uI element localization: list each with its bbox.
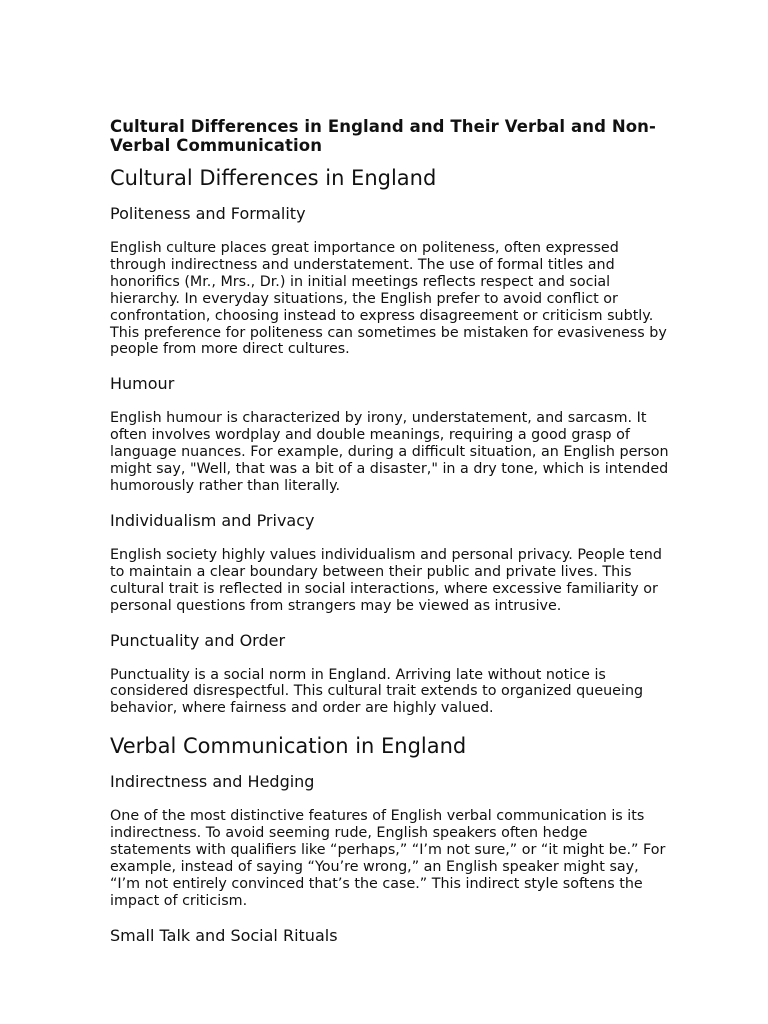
paragraph-indirectness: One of the most distinctive features of English verbal communication is its indirectness. To avoid seeming rude, English speakers often hedge statements with qualifiers like “perhaps,” “I’m not sure,” or “it might be.” For example, instead of saying “You’re wrong,” an English speaker might say, “I’m not entirely convinced that’s the case.” This indirect style softens the impact of criticism. (110, 808, 666, 909)
paragraph-individualism: English society highly values individualism and personal privacy. People tend to maintain a clear boundary between their public and private lives. This cultural trait is reflected in social interactions, where excessive familiarity or personal questions from strangers may be viewed as intrusive. (110, 546, 662, 614)
subsection-heading-humour: Humour (110, 374, 175, 394)
subsection-heading-individualism: Individualism and Privacy (110, 510, 315, 530)
subsection-heading-punctuality: Punctuality and Order (110, 630, 286, 650)
document-title: Cultural Differences in England and Their Verbal and Non-Verbal Communication (110, 117, 656, 155)
section-heading-verbal-communication: Verbal Communication in England (110, 734, 467, 759)
subsection-heading-politeness: Politeness and Formality (110, 204, 306, 223)
subsection-heading-indirectness: Indirectness and Hedging (110, 772, 315, 792)
document-page (110, 117, 670, 962)
subsection-heading-small-talk: Small Talk and Social Rituals (110, 925, 338, 945)
section-heading-cultural-differences: Cultural Differences in England (110, 166, 437, 190)
paragraph-punctuality: Punctuality is a social norm in England. Arriving late without notice is considered disrespectful. This cultural trait extends to organized queueing behavior, where fairness and order are highly valued. (110, 666, 644, 717)
paragraph-politeness: English culture places great importance on politeness, often expressed through indirectness and understatement. The use of formal titles and honorifics (Mr., Mrs., Dr.) in initial meetings reflects respect and social hierarchy. In everyday situations, the English prefer to avoid conflict or confrontation, choosing instead to express disagreement or criticism subtly. This preference for politeness can sometimes be mistaken for evasiveness by people from more direct cultures. (110, 240, 667, 358)
paragraph-humour: English humour is characterized by irony, understatement, and sarcasm. It often involves wordplay and double meanings, requiring a good grasp of language nuances. For example, during a difficult situation, an English person might say, "Well, that was a bit of a disaster," in a dry tone, which is intended humorously rather than literally. (110, 410, 669, 494)
